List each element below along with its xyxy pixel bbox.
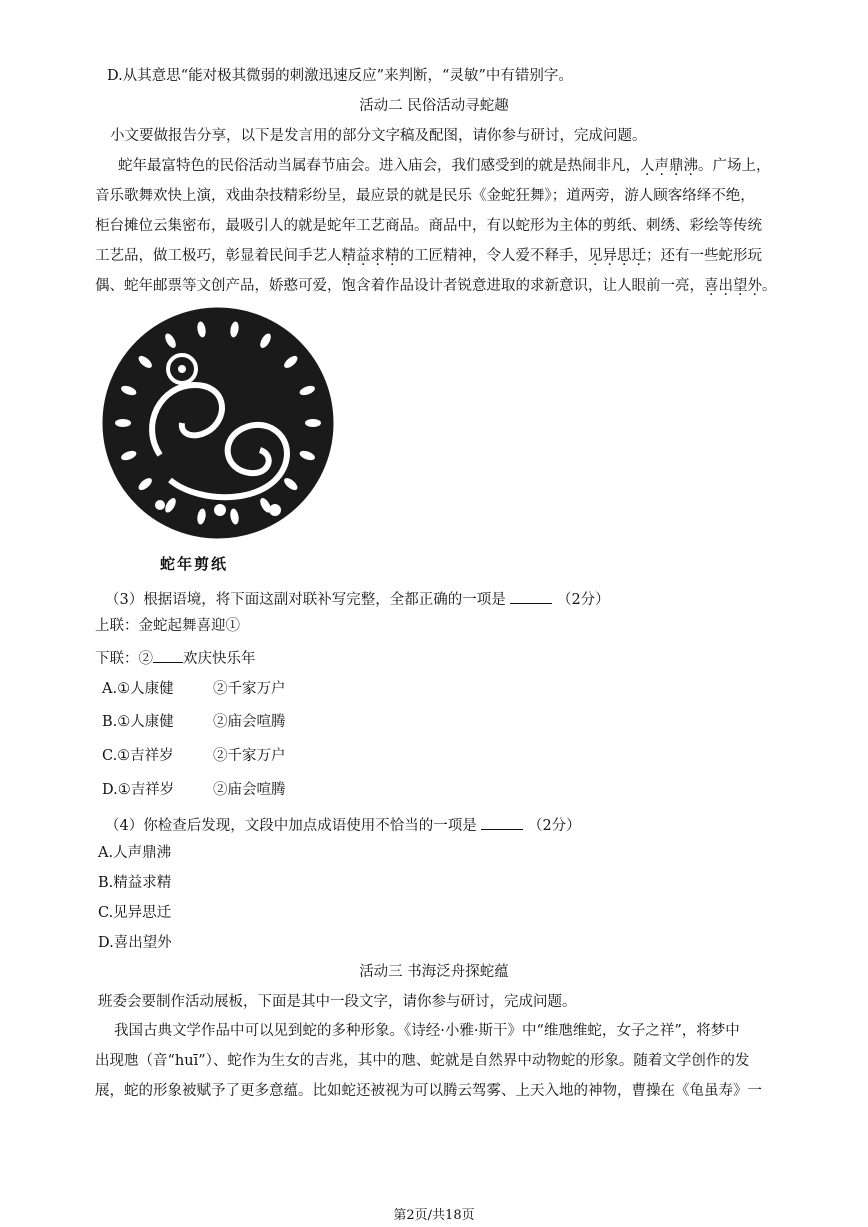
snake-papercut-image xyxy=(100,305,336,545)
q3-option-c-second: ②千家万户 xyxy=(213,748,286,764)
couplet-upper: 上联：金蛇起舞喜迎① xyxy=(95,618,240,634)
text-segment: 偶、蛇年邮票等文创产品，娇憨可爱，饱含着作品设计者锐意进取的求新意识，让人眼前一亮， xyxy=(95,278,704,294)
emphasis-char: 人 xyxy=(640,158,655,174)
dotted-idiom-4 xyxy=(704,278,762,294)
lower-text: 下联：② xyxy=(95,651,153,667)
question-3-stem xyxy=(105,587,610,610)
emphasis-char: 声 xyxy=(654,158,669,174)
q3-option-c[interactable] xyxy=(102,746,174,766)
q4-option-b[interactable]: B.精益求精 xyxy=(98,875,172,891)
emphasis-char: 望 xyxy=(733,278,748,294)
lower-text: 欢庆快乐年 xyxy=(183,651,256,667)
activity2-para-line-5 xyxy=(95,276,777,296)
activity2-para-line-3: 柜台摊位云集密布，最吸引人的就是蛇年工艺商品。商品中，有以蛇形为主体的剪纸、刺绣、彩绘等传统 xyxy=(95,218,762,234)
text-segment: 。 xyxy=(762,278,777,294)
stem-text: （4）你检查后发现，文段中加点成语使用不恰当的一项是 xyxy=(105,818,477,834)
option-part: D.①吉祥岁 xyxy=(102,782,175,798)
option-part: B.①人康健 xyxy=(102,714,174,730)
activity2-title: 活动二 民俗活动寻蛇趣 xyxy=(359,98,509,114)
dotted-idiom-1 xyxy=(640,158,698,174)
emphasis-char: 异 xyxy=(602,248,617,264)
emphasis-char: 精 xyxy=(385,248,400,264)
activity3-para-line-1: 我国古典文学作品中可以见到蛇的多种形象。《诗经·小雅·斯干》中“维虺维蛇，女子之祥”，将梦中 xyxy=(114,1023,740,1039)
text-segment: 。广场上， xyxy=(698,158,771,174)
emphasis-char: 鼎 xyxy=(669,158,684,174)
option-part: C.①吉祥岁 xyxy=(102,748,174,764)
dotted-idiom-3 xyxy=(588,248,646,264)
emphasis-char: 喜 xyxy=(704,278,719,294)
dotted-idiom-2 xyxy=(342,248,400,264)
score-text: （2分） xyxy=(527,818,581,834)
couplet-lower xyxy=(95,646,256,669)
question-4-stem xyxy=(105,813,581,836)
option-part: A.①人康健 xyxy=(102,681,174,697)
activity2-para-line-4 xyxy=(95,246,762,266)
petal-cutout xyxy=(305,419,321,427)
q3-option-d[interactable] xyxy=(102,780,174,800)
page-footer: 第2页/共18页 xyxy=(393,1208,475,1223)
emphasis-char: 外 xyxy=(747,278,762,294)
emphasis-char: 沸 xyxy=(683,158,698,174)
activity3-para-line-2: 出现虺（音“huī”）、蛇作为生女的吉兆，其中的虺、蛇就是自然界中动物蛇的形象。随着文学创作的发 xyxy=(95,1053,750,1069)
activity3-para-line-3: 展，蛇的形象被赋予了更多意蕴。比如蛇还被视为可以腾云驾雾、上天入地的神物，曹操在《龟虽寿》一 xyxy=(95,1083,762,1099)
activity3-title: 活动三 书海泛舟探蛇蕴 xyxy=(359,964,509,980)
answer-blank[interactable] xyxy=(510,587,552,604)
q3-option-a[interactable] xyxy=(102,679,174,699)
q3-option-b-second: ②庙会喧腾 xyxy=(213,714,286,730)
activity3-intro: 班委会要制作活动展板，下面是其中一段文字，请你参与研讨，完成问题。 xyxy=(98,994,577,1010)
q4-option-d[interactable]: D.喜出望外 xyxy=(98,935,172,951)
q3-option-b[interactable] xyxy=(102,712,174,732)
emphasis-char: 精 xyxy=(341,248,356,264)
score-text: （2分） xyxy=(556,592,610,608)
text-segment: 的工匠精神，令人爱不释手， xyxy=(399,248,588,264)
emphasis-char: 求 xyxy=(370,248,385,264)
text-segment: 蛇年最富特色的民俗活动当属春节庙会。进入庙会，我们感受到的就是热闹非凡， xyxy=(118,158,640,174)
q3-option-d-second: ②庙会喧腾 xyxy=(213,782,286,798)
emphasis-char: 出 xyxy=(718,278,733,294)
previous-option-d: D.从其意思“能对极其微弱的刺激迅速反应”来判断，“灵敏”中有错别字。 xyxy=(107,68,573,84)
activity2-intro: 小文要做报告分享，以下是发言用的部分文字稿及配图，请你参与研讨，完成问题。 xyxy=(110,128,647,144)
q4-option-c[interactable]: C.见异思迁 xyxy=(98,905,172,921)
emphasis-char: 迁 xyxy=(631,248,646,264)
couplet-blank[interactable] xyxy=(153,646,183,663)
petal-cutout xyxy=(115,419,131,427)
answer-blank[interactable] xyxy=(481,813,523,830)
activity2-para-line-2: 音乐歌舞欢快上演，戏曲杂技精彩纷呈，最应景的就是民乐《金蛇狂舞》；道两旁，游人顾客络绎不绝， xyxy=(95,188,755,204)
emphasis-char: 思 xyxy=(617,248,632,264)
emphasis-char: 益 xyxy=(356,248,371,264)
emphasis-char: 见 xyxy=(588,248,603,264)
activity2-para-line-1 xyxy=(118,156,771,176)
q3-option-a-second: ②千家万户 xyxy=(213,681,286,697)
q4-option-a[interactable]: A.人声鼎沸 xyxy=(98,845,172,861)
image-caption: 蛇年剪纸 xyxy=(160,555,229,573)
stem-text: （3）根据语境，将下面这副对联补写完整，全都正确的一项是 xyxy=(105,592,506,608)
text-segment: ；还有一些蛇形玩 xyxy=(646,248,762,264)
text-segment: 工艺品，做工极巧，彰显着民间手艺人 xyxy=(95,248,342,264)
